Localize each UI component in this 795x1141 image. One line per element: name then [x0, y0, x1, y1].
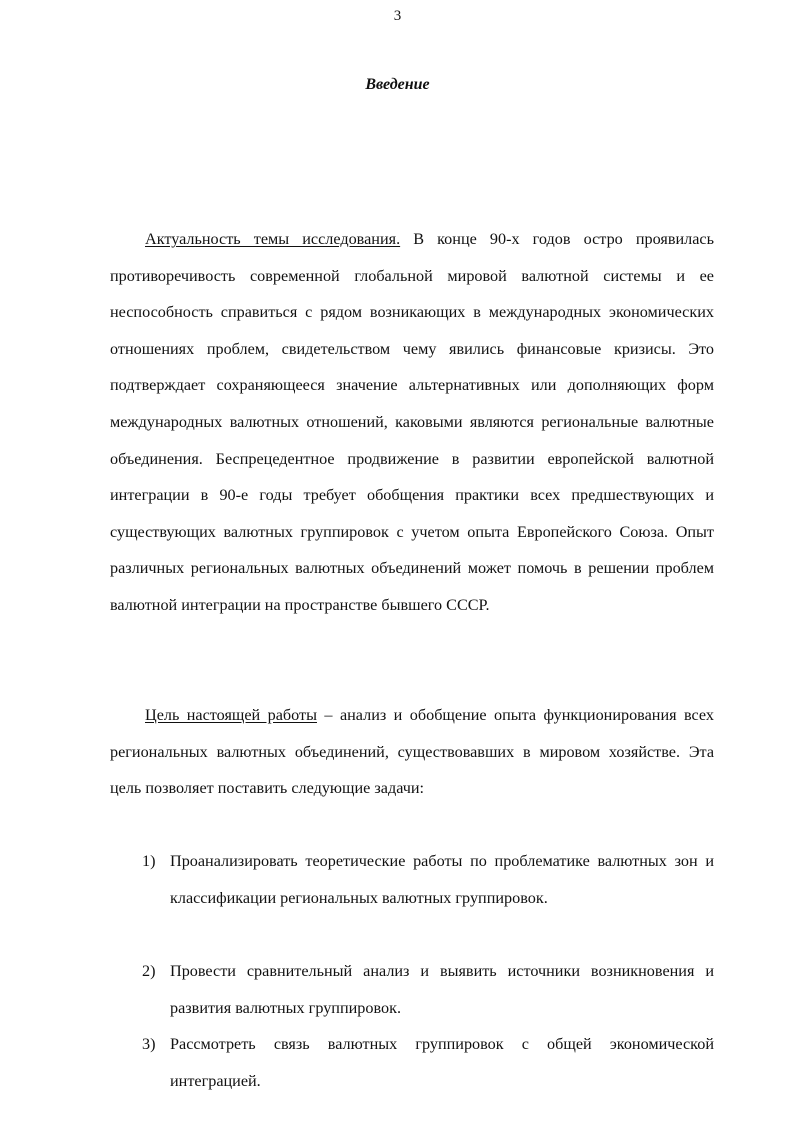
goal-paragraph — [110, 697, 714, 807]
task-text: Проанализировать теоретические работы по проблематике валютных зон и классификации региональных валютных группировок. — [170, 852, 714, 907]
page-number: 3 — [393, 8, 402, 24]
task-number: 2) — [142, 962, 156, 980]
relevance-paragraph — [110, 221, 714, 624]
relevance-text: В конце 90-х годов остро проявилась противоречивость современной глобальной мировой валютной системы и ее неспособность справиться с рядом возникающих в международных экономических отношениях проблем, свидетельством чему явились финансовые кризисы. Это подтверждает сохраняющееся значение альтернативных или дополняющих форм международных валютных отношений, каковыми являются региональные валютные объединения. Беспрецедентное продвижение в развитии европейской валютной интеграции в 90-е годы требует обобщения практики всех предшествующих и существующих валютных группировок с учетом опыта Европейского Союза. Опыт различных региональных валютных объединений может помочь в решении проблем валютной интеграции на пространстве бывшего СССР. — [110, 230, 714, 614]
relevance-label: Актуальность темы исследования. — [145, 230, 401, 248]
task-item-2 — [110, 953, 714, 1026]
task-number: 3) — [142, 1035, 156, 1053]
task-item-1 — [110, 843, 714, 916]
task-number: 1) — [142, 852, 156, 870]
task-item-3 — [110, 1026, 714, 1099]
goal-label: Цель настоящей работы — [145, 706, 317, 724]
task-text: Рассмотреть связь валютных группировок с общей экономической интеграцией. — [170, 1035, 714, 1090]
section-heading: Введение — [365, 76, 430, 93]
task-text: Провести сравнительный анализ и выявить источники возникновения и развития валютных группировок. — [170, 962, 714, 1017]
goal-text: – анализ и обобщение опыта функционирования всех региональных валютных объединений, существовавших в мировом хозяйстве. Эта цель позволяет поставить следующие задачи: — [110, 706, 714, 798]
